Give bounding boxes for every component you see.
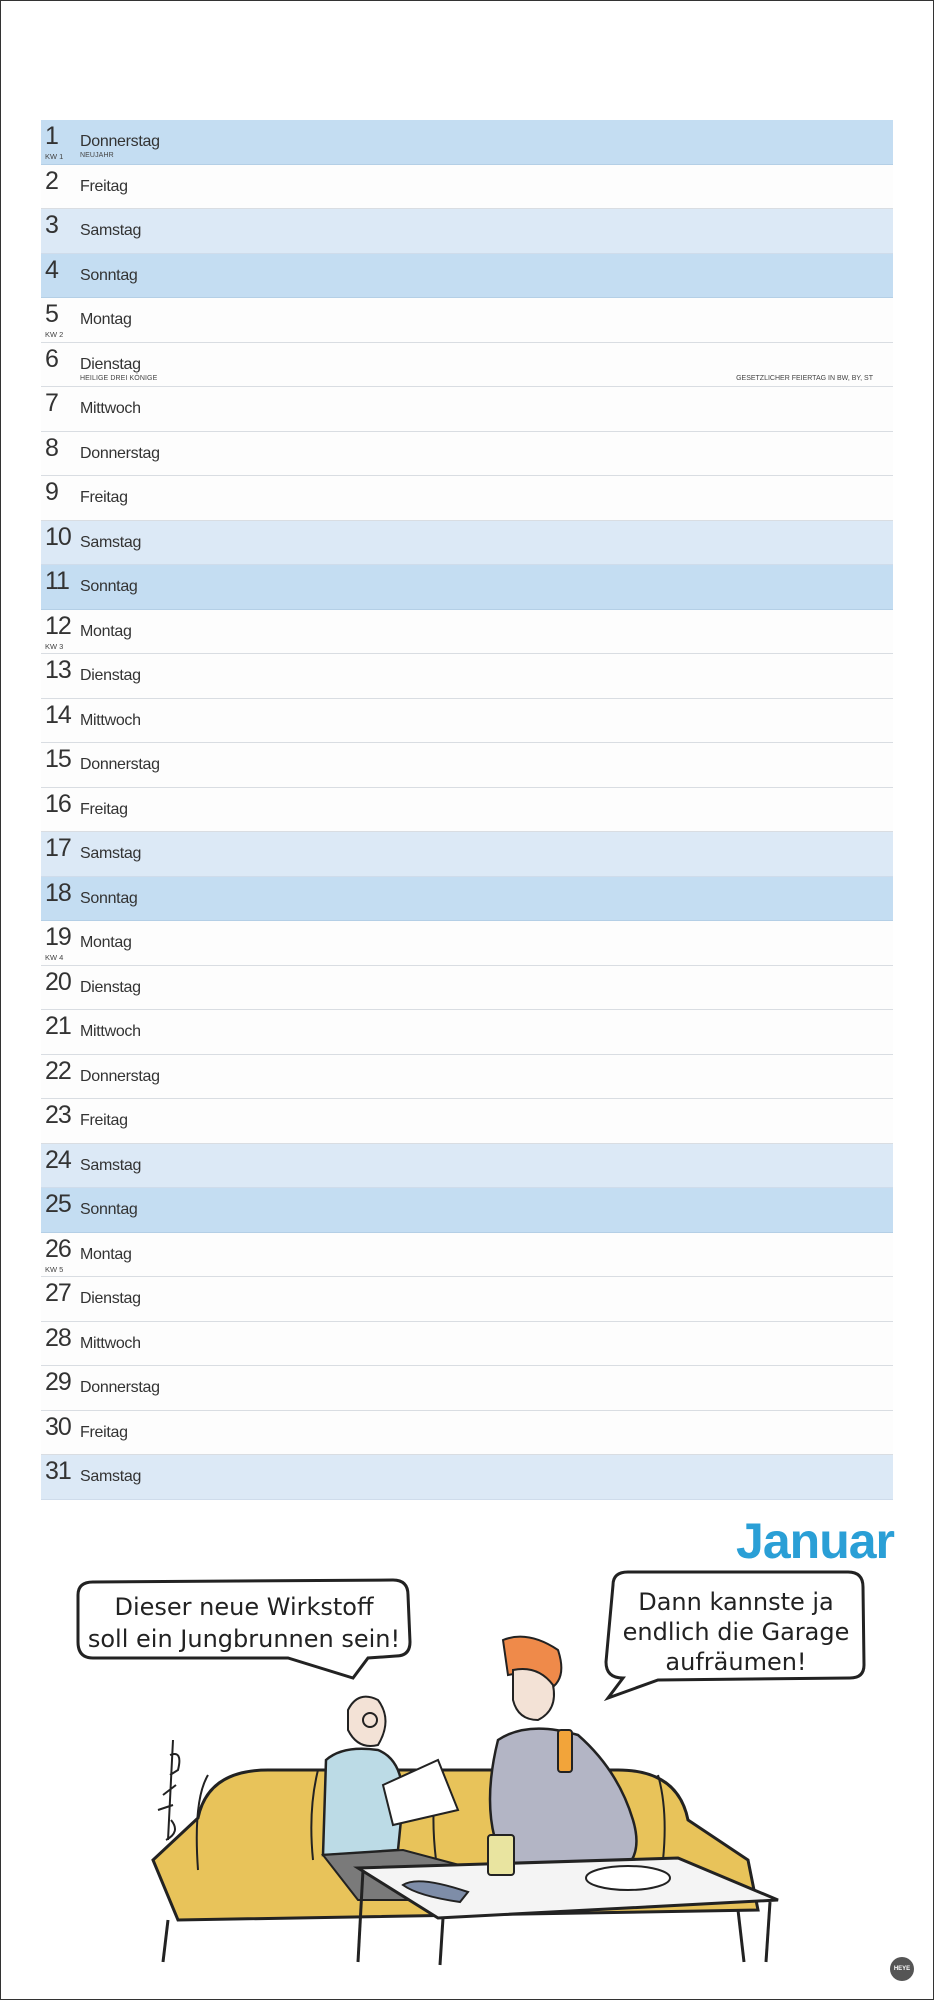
day-number: 9	[45, 478, 58, 506]
day-row[interactable]	[41, 877, 893, 922]
holiday-note: HEILIGE DREI KÖNIGE	[80, 374, 158, 382]
day-number: 8	[45, 433, 58, 462]
day-row[interactable]	[41, 654, 893, 699]
day-row[interactable]	[41, 1055, 893, 1100]
day-name: Sonntag	[80, 578, 138, 595]
day-name: Samstag	[80, 845, 142, 862]
day-row[interactable]	[41, 1144, 893, 1189]
day-number: 22	[45, 1056, 71, 1085]
day-name: Donnerstag	[80, 756, 160, 773]
day-row[interactable]	[41, 1411, 893, 1456]
day-name: Samstag	[80, 533, 142, 551]
day-number: 14	[45, 700, 71, 729]
day-row[interactable]	[41, 966, 893, 1011]
right-bubble-line-3: aufräumen!	[665, 1648, 807, 1676]
day-row[interactable]	[41, 1366, 893, 1411]
calendar-week-label: KW 2	[45, 330, 64, 339]
day-number: 31	[45, 1457, 71, 1485]
day-row[interactable]	[41, 298, 893, 343]
day-name: Donnerstag	[80, 1067, 160, 1085]
day-row[interactable]	[41, 476, 893, 521]
day-row[interactable]	[41, 1188, 893, 1233]
day-name: Freitag	[80, 177, 128, 195]
day-name: Donnerstag	[80, 133, 160, 150]
cartoon-illustration	[58, 1570, 878, 1970]
day-name: Sonntag	[80, 889, 138, 907]
calendar-week-label: KW 3	[45, 641, 64, 651]
day-row[interactable]	[41, 1233, 893, 1278]
day-row[interactable]	[41, 699, 893, 744]
day-number: 19	[45, 923, 71, 951]
day-name: Montag	[80, 311, 132, 328]
calendar-week-label: KW 4	[45, 953, 64, 962]
day-name: Mittwoch	[80, 711, 141, 729]
right-bubble-line-1: Dann kannste ja	[638, 1588, 834, 1616]
day-number: 5	[45, 300, 58, 328]
day-name: Samstag	[80, 222, 142, 239]
day-name: Mittwoch	[80, 400, 141, 417]
day-row[interactable]	[41, 1010, 893, 1055]
calendar-week-label: KW 1	[45, 152, 64, 161]
day-row[interactable]	[41, 1322, 893, 1367]
day-name: Mittwoch	[80, 1334, 141, 1352]
calendar-week-label: KW 5	[45, 1264, 64, 1274]
day-list	[41, 120, 893, 1500]
day-number: 6	[45, 344, 58, 373]
day-row[interactable]	[41, 1277, 893, 1322]
day-row[interactable]	[41, 832, 893, 877]
day-number: 30	[45, 1412, 71, 1441]
day-name: Samstag	[80, 1468, 142, 1485]
day-name: Freitag	[80, 800, 128, 818]
day-number: 29	[45, 1368, 71, 1396]
day-row[interactable]	[41, 743, 893, 788]
day-name: Freitag	[80, 1112, 128, 1129]
day-row[interactable]	[41, 1455, 893, 1500]
right-bubble-line-2: endlich die Garage	[622, 1618, 850, 1646]
day-number: 24	[45, 1145, 71, 1174]
day-name: Dienstag	[80, 667, 141, 684]
holiday-note: NEUJAHR	[80, 152, 114, 159]
day-number: 3	[45, 211, 58, 239]
day-number: 2	[45, 166, 58, 195]
day-name: Sonntag	[80, 266, 138, 284]
day-name: Montag	[80, 934, 132, 951]
publisher-logo: HEYE	[890, 1957, 914, 1981]
day-number: 15	[45, 745, 71, 773]
left-bubble-line-1: Dieser neue Wirkstoff	[114, 1593, 374, 1621]
day-number: 1	[45, 122, 58, 150]
day-number: 4	[45, 255, 58, 284]
day-name: Samstag	[80, 1156, 142, 1174]
day-name: Freitag	[80, 1423, 128, 1441]
day-row[interactable]	[41, 387, 893, 432]
day-name: Montag	[80, 1245, 132, 1263]
day-row[interactable]	[41, 521, 893, 566]
day-number: 26	[45, 1234, 71, 1263]
day-name: Sonntag	[80, 1201, 138, 1218]
day-row[interactable]	[41, 343, 893, 388]
day-number: 28	[45, 1323, 71, 1352]
day-name: Freitag	[80, 489, 128, 506]
day-name: Donnerstag	[80, 444, 160, 462]
day-name: Dienstag	[80, 355, 141, 373]
day-name: Dienstag	[80, 1290, 141, 1307]
day-number: 16	[45, 789, 71, 818]
day-number: 7	[45, 389, 58, 417]
day-number: 12	[45, 611, 71, 640]
day-number: 21	[45, 1012, 71, 1040]
day-name: Montag	[80, 622, 132, 640]
day-row[interactable]	[41, 165, 893, 210]
day-number: 25	[45, 1190, 71, 1218]
month-title: Januar	[736, 1513, 894, 1569]
artist-signature	[158, 1740, 179, 1840]
day-row[interactable]	[41, 921, 893, 966]
day-row[interactable]	[41, 1099, 893, 1144]
day-number: 13	[45, 656, 71, 684]
day-number: 23	[45, 1101, 71, 1129]
day-row[interactable]	[41, 788, 893, 833]
day-name: Donnerstag	[80, 1379, 160, 1396]
day-name: Dienstag	[80, 978, 141, 996]
day-name: Mittwoch	[80, 1023, 141, 1040]
day-row[interactable]	[41, 120, 893, 165]
day-row[interactable]	[41, 565, 893, 610]
day-row[interactable]	[41, 254, 893, 299]
holiday-region-note: GESETZLICHER FEIERTAG IN BW, BY, ST	[736, 374, 873, 382]
day-number: 27	[45, 1279, 71, 1307]
day-number: 10	[45, 522, 71, 551]
day-number: 11	[45, 567, 69, 595]
day-row[interactable]	[41, 610, 893, 655]
day-number: 18	[45, 878, 71, 907]
day-row[interactable]	[41, 432, 893, 477]
day-row[interactable]	[41, 209, 893, 254]
day-number: 17	[45, 834, 71, 862]
day-number: 20	[45, 967, 71, 996]
left-bubble-line-2: soll ein Jungbrunnen sein!	[87, 1625, 401, 1653]
